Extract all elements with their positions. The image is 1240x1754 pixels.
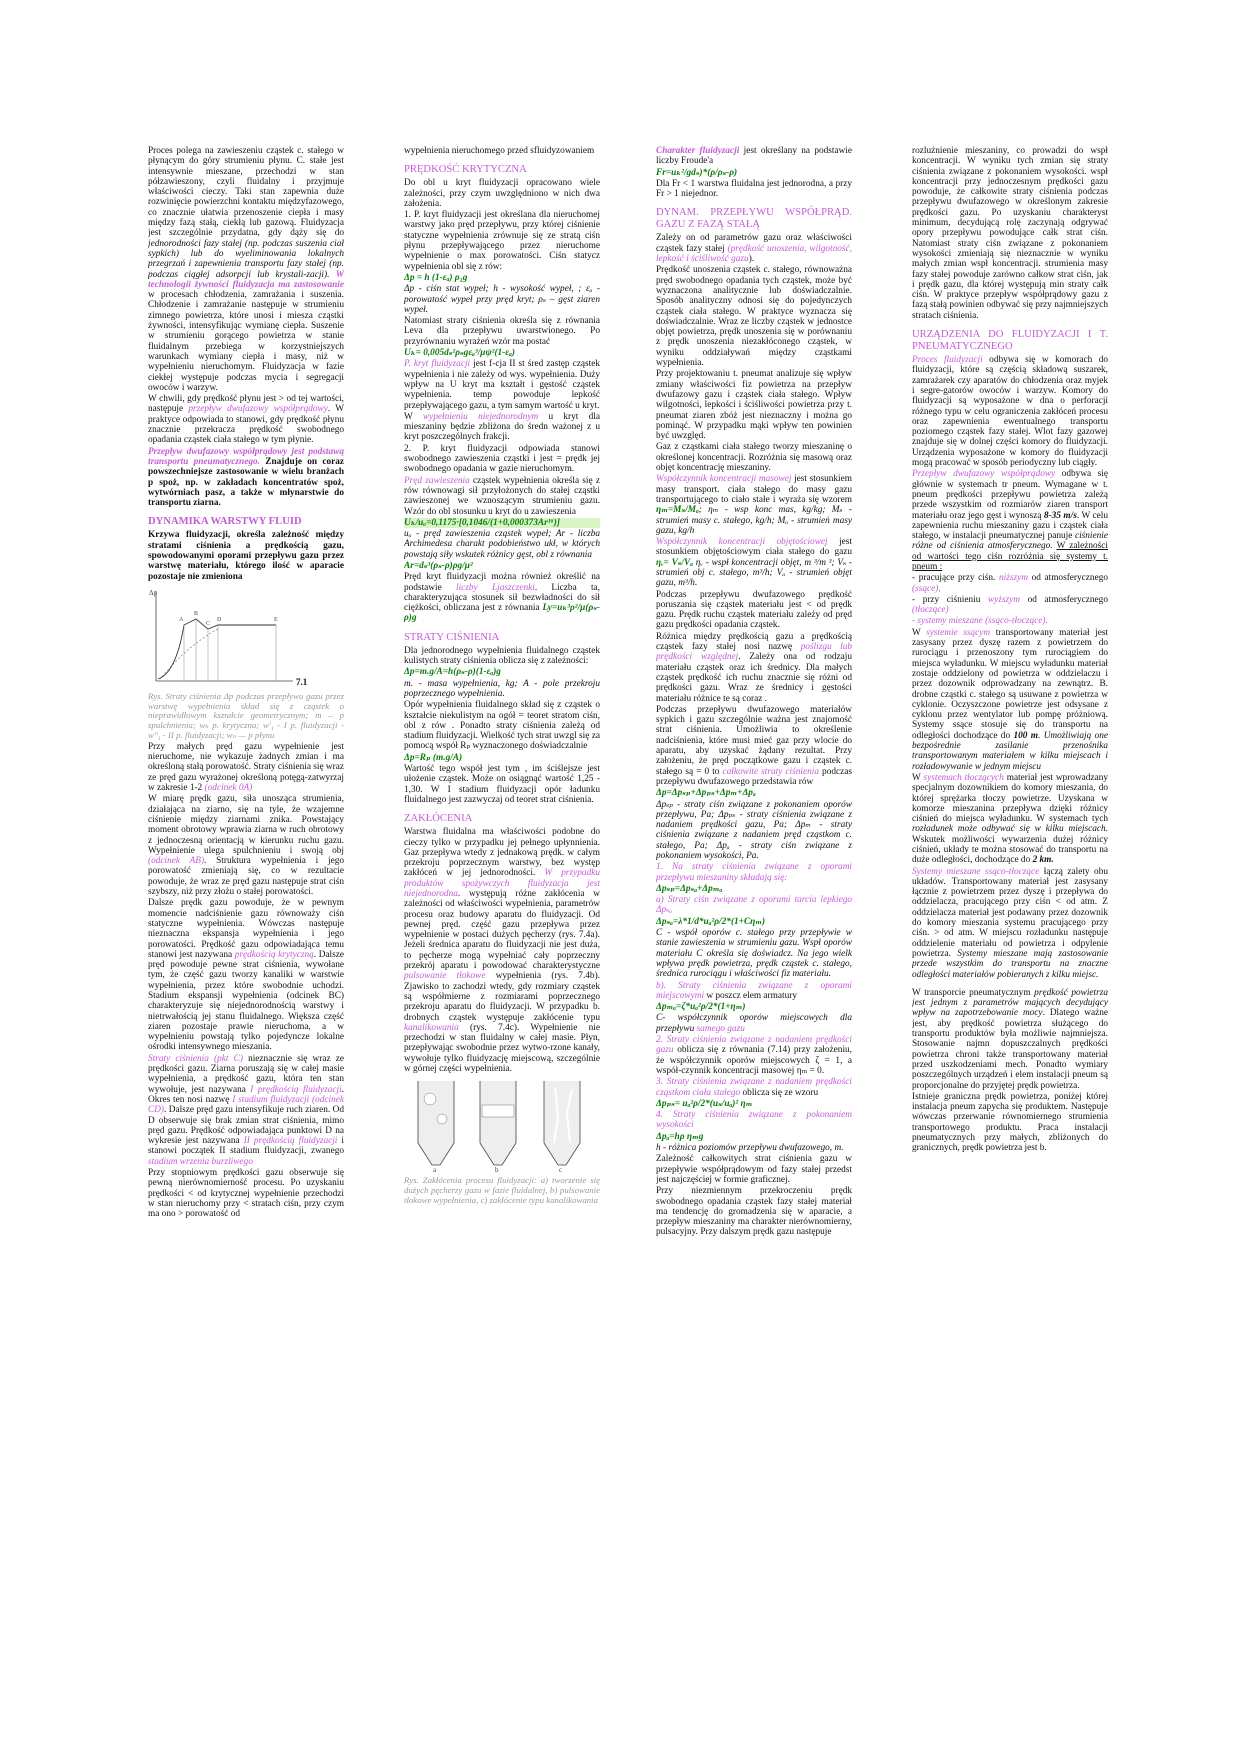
section-heading: URZĄDZENIA DO FLUIDYZACJI I T. PNEUMATYCZNEGO bbox=[912, 329, 1108, 353]
paragraph: Przy projektowaniu t. pneumat analizuje się wpływ zmiany właściwości fiz powietrza na przepływ dwufazowy gazu i cząstek ciała stałego. Wpływ wilgotności, lepkości i ściśliwości powietrza przy t. pneumat ziaren zbóż jest nieznaczny i można go pominąć. W przypadku mąki wpływ ten powinien być uwzględ. bbox=[656, 369, 852, 442]
section-heading: ZAKŁÓCENIA bbox=[404, 813, 473, 825]
fluidization-disturbances-figure bbox=[404, 1077, 600, 1173]
paragraph: Przy niezmiennym przekroczeniu prędk swobodnego opadania cząstek fazy stałej materiał ma tendencję do gromadzenia się w aparacie, a przepływ mieszaniny ma charakter nierównomierny, pulsacyjny. Przy dalszym prędk gazu następuje bbox=[656, 1186, 852, 1238]
figure-point-label: E bbox=[274, 616, 278, 623]
paragraph: Gaz z cząstkami ciała stałego tworzy mieszaninę o określonej koncentracji. Rozróżnia się masową oraz objęt koncentrację mieszaniny. bbox=[656, 442, 852, 474]
paragraph: Pręd kryt fluidyzacji można również określić na podstawie liczby Ljaszczenki. Liczba ta, charakteryzująca stosunek sił bezwładności do sił ciężkości, obliczana jest z równania Ly=uₖ³ρ²/μ(ρₛ-ρ)g bbox=[404, 572, 600, 624]
paragraph: 1. Na straty ciśnienia związane z oporami przepływu mieszaniny składają się: bbox=[656, 862, 852, 883]
paragraph: Współczynnik koncentracji objętościowej jest stosunkiem objętościowym ciała stałego do gazu ηᵥ= Vₛ/Vₐ ηᵥ - wspł koncentracji objęt, m ³/m ³; Vₛ - strumień obj c. stałego, m³/h; Vₐ - strumień objęt gazu, m³/h. bbox=[656, 537, 852, 589]
paragraph: Krzywa fluidyzacji, określa zależność między stratami ciśnienia a prędkością gazu, spowodowanymi oporami przepływu gazu przez warstwę materiału, którego ilość w aparacie pozostaje nie zmieniona bbox=[148, 530, 344, 582]
paragraph: Istnieje graniczna prędk powietrza, poniżej której instalacja pneum zapycha się produktem. Następuje wówczas przerwanie równomiernego strumienia transportowego produktu. Praca instalacji pneumatycznych przy małych, zbliżonych do granicznych, prędk powietrza jest b. bbox=[912, 1091, 1108, 1154]
formula: Δp=m.g/A=h(ρₛ-ρ)(1-εₐ)g bbox=[404, 667, 501, 678]
formula: Δp = h (1-εₐ) ρ₁g bbox=[404, 272, 468, 283]
paragraph: 3. Straty ciśnienia związane z nadaniem prędkości cząstkom ciała stałego oblicza się ze wzoru bbox=[656, 1077, 852, 1098]
paragraph: Δpₛₚ - straty ciśn związane z pokonaniem oporów przepływu, Pa; Δpₚₛ - straty ciśnienia związane z nadaniem prędkości gazu, Pa; Δpₘ - straty ciśnienia związane z nadaniem pręd cząstkom c. stałego, Pa; Δpₐ - straty ciśn związane z pokonaniem wysokości, Pa. bbox=[656, 799, 852, 861]
paragraph: Dalsze prędk gazu powoduje, że w pewnym momencie nadciśnienie gazu równoważy ciśn statyczne wypełnienia. Wówczas następuje nieznaczna ekspansja wypełnienia i jego porowatości. Prędkość gazu odpowiadająca temu stanowi jest nazywana prędkością krytyczną. Dalsze pręd powoduje pewne strat ciśnienia, wywołane tym, że część gazu tworzy kanaliki w warstwie wypełnienia, przez które swobodnie uchodzi. Stadium ekspansji wypełnienia (odcinek BC) charakteryzuje się niejednorodnością warstwy i nietrwałością jej stanu fluidalnego. Większa część ziaren pozostaje prawie nieruchoma, a w wypełnieniu powstają tylko pojedyncze lokalne ośrodki intensywnego mieszania. bbox=[148, 898, 344, 1053]
paragraph: Przy stopniowym prędkości gazu obserwuje się pewną nierównomierność procesu. Po uzyskaniu prędkości < od krytycznej wypełnienie przechodzi w stan nieruchomy przy < stratach ciśn, przy czym ma ono > porowatość od bbox=[148, 1168, 344, 1220]
paragraph: W systemie ssącym transportowany materiał jest zasysany przez dyszę razem z powietrzem do rurociągu i przenoszony tym rurociągiem do miejsca wyładunku. W miejscu wyładunku materiał zostaje oddzielony od powietrza w oddzielaczu i przez dozownik odprowadzany na zewnątrz. B. drobne cząstki c. stałego są usuwane z powietrza w cyklonie. Oczyszczone powietrze jest odsysane z cyklonu przez wentylator lub pompę próżniową. Systemy ssące stosuje się do transportu na odległości dochodzące do 100 m. Umożliwiają one bezpośrednie zasilanie przenośnika transportowanym materiałem w kilku miejscach i rozładowywanie w jednym miejscu bbox=[912, 627, 1108, 772]
paragraph: Podczas przepływu dwufazowego prędkość poruszania się cząstek materiału jest < od prędk gazu. Prędk ruchu cząstek materiału zależy od pręd gazu prędkości opadania cząstek. bbox=[656, 589, 852, 631]
paragraph: Przy małych pręd gazu wypełnienie jest nieruchome, nie wykazuje żadnych zmian i ma określoną stałą porowatość. Straty ciśnienia się wraz ze pręd gazu wyrażonej określoną potęgą-zatwyrzaj w zakresie 1-2 (odcinek 0A) bbox=[148, 741, 344, 794]
column-3 bbox=[656, 146, 852, 1736]
formula: Δp=Rₚ (m.g/A) bbox=[404, 752, 463, 763]
paragraph: Δp - ciśn stat wypeł; h - wysokość wypeł, ; εₐ - porowatość wypeł przy pręd kryt; ρₛ – gęst ziaren wypeł. bbox=[404, 284, 600, 315]
paragraph: Dla Fr < 1 warstwa fluidalna jest jednorodna, a przy Fr > 1 niejednor. bbox=[656, 178, 852, 200]
figure-panel-label: a bbox=[433, 1166, 437, 1174]
paragraph: 4. Straty ciśnienia związane z pokonaniem wysokości bbox=[656, 1110, 852, 1131]
paragraph: Do obl u kryt fluidyzacji opracowano wiele zależności, przy czym uwzględniono w nich dwa założenia. bbox=[404, 178, 600, 209]
formula: Δpₐ=hρ ηₘg bbox=[656, 1131, 704, 1142]
section-heading: DYNAMIKA WARSTWY FLUID bbox=[148, 516, 302, 528]
paragraph: Opór wypełnienia fluidalnego skład się z cząstek o kształcie niekulistym na ogół = teoret stratom ciśn, obl z rów . Ponadto straty ciśnienia zależą od stadium fluidyzacji. Wielkość tych strat uwzgl się za pomocą współ Rₚ wyznaczonego doświadczalnie bbox=[404, 700, 600, 752]
paragraph: Przepływ dwufazowy współprądowy odbywa się głównie w systemach tr pneum. Wymagane w t. pneum prędkości przepływu powietrza zależą przede wszystkim od rozmiarów ziaren transport materiału oraz jego gęst i wynoszą 8-35 m/s. W celu zapewnienia ruchu mieszaniny gazu i cząstek ciała stałego, w instalacji pneumatycznej panuje ciśnienie różne od ciśnienia atmosferycznego. W zależności od wartości tego ciśn rozróżnia się systemy t. pneum : bbox=[912, 469, 1108, 572]
formula: Δpₛₐ=λ*1/d*uₐ²ρ/2*(1+Cηₘ) bbox=[656, 916, 766, 927]
column-4 bbox=[912, 146, 1108, 1736]
list-item: - systemy mieszane (ssąco-tłoczące). bbox=[912, 616, 1048, 627]
paragraph: Warstwa fluidalna ma właściwości podobne do cieczy tylko w przypadku jej pełnego upłynnienia. Gaz przepływa wtedy z jednakową prędk. w całym przekroju poprzecznym warstwy, bez występ zakłóceń w jej jednorodności. W przypadku produktów spożywczych fluidyzacja jest niejednorodna. występują różne zakłócenia w zależności od właściwości wypełnienia, parametrów procesu oraz budowy aparatu do fluidyzacji. Od pewnej pręd. część gazu przepływa przez wypełnienie w postaci dużych pęcherzy (rys. 7.4a). Jeżeli średnica aparatu do fluidyzacji nie jest duża, to pęcherze mogą wypełniać cały poprzeczny przekrój aparatu i powodować charakterystyczne pulsowanie tłokowe wypełnienia (rys. 7.4b). Zjawisko to zachodzi wtedy, gdy rozmiary cząstek są współmierne z rozmiarami poprzecznego przekroju aparatu do fluidyzacji. W przypadku b. drobnych cząstek występuje zakłócenie typu kanalikowania (rys. 7.4c). Wypełnienie nie przechodzi w stan fluidalny w całej masie. Płyn, przepływając swobodnie przez wytwo-rzone kanały, wywołuje tylko fluidyzację miejscową, szczególnie w górnej części wypełnienia. bbox=[404, 827, 600, 1075]
formula: Δp=Δpₛₚ+Δpₚₛ+Δpₘ+Δpₐ bbox=[656, 788, 756, 799]
formula: Δpₘₐ=ζ*uₐ²ρ/2*(1+ηₘ) bbox=[656, 1002, 746, 1013]
paragraph: 1. P. kryt fluidyzacji jest określana dla nieruchomej warstwy jako pręd przepływu, przy której ciśnienie statyczne wypełnienia zrównuje się ze stratą ciśn płynu przepływającego przez nieruchome wypełnienie o max porowatości. Ciśn statycz wypełnienia obl się z rów: bbox=[404, 210, 600, 272]
paragraph: Charakter fluidyzacji jest określany na podstawie liczby Froude'a bbox=[656, 146, 852, 167]
paragraph: W transporcie pneumatycznym prędkość powietrza jest jednym z parametrów mających decydujący wpływ na zapotrzebowanie mocy. Dlatego ważne jest, aby prędkość powietrza służącego do transportu produktów była możliwie najmniejsza. Stosowanie najmn dopuszczalnych prędkości powietrza chroni także transportowany materiał przed uszkodzeniami mech. Ponadto wymiary poszczególnych urządzeń i elem instalacji pneum są proporcjonalne do przyjętej prędk powietrza. bbox=[912, 987, 1108, 1091]
column-2 bbox=[404, 146, 600, 1736]
figure-point-label: B bbox=[194, 610, 199, 617]
paragraph: 2. Straty ciśnienia związane z nadaniem prędkości gazu oblicza się z równania (7.14) przy założeniu, że współczynnik oporów miejscowych ζ = 1, a współ-czynnik koncentracji masowej ηₘ = 0. bbox=[656, 1035, 852, 1076]
paragraph: Podczas przepływu dwufazowego materiałów sypkich i gazu szczególnie ważna jest znajomość strat ciśnienia. Umożliwia to określenie nadciśnienia, które musi mieć gaz przy wlocie do aparatu, aby uzyskać żądany rezultat. Przy założeniu, że pręd początkowe gazu i cząstek c. stałego są = 0 to całkowite straty ciśnienia podczas przepływu dwufazowego przedstawia rów bbox=[656, 704, 852, 787]
paragraph: Dla jednorodnego wypełnienia fluidalnego cząstek kulistych straty ciśnienia oblicza się z zależności: bbox=[404, 645, 600, 667]
paragraph: Zależność całkowitych strat ciśnienia gazu w przepływie współprądowym od fazy stałej przedst jest najczęściej w formie graficznej. bbox=[656, 1154, 852, 1185]
column-1 bbox=[148, 146, 344, 1736]
formula: Δpₛₚ=Δpₛₐ+Δpₘₐ bbox=[656, 883, 723, 894]
figure-point-label: A bbox=[179, 616, 184, 623]
paragraph: wypełnienia nieruchomego przed sfluidyzowaniem bbox=[404, 146, 595, 156]
paragraph: W chwili, gdy prędkość płynu jest > od tej wartości, następuje przepływ dwufazowy współprądowy. W praktyce odpowiada to stanowi, gdy prędkość płynu znacznie przekracza prędkość swobodnego opadania cząstek ciała stałego w tym płynie. bbox=[148, 394, 344, 446]
formula: Δpₚₛ= uₐ²ρ/2*(uₛ/uₐ)² ηₘ bbox=[656, 1098, 753, 1109]
paragraph: Proces polega na zawieszeniu cząstek c. stałego w płynącym do góry strumieniu płynu. C. stałe jest intensywnie mieszane, przechodzi w stan półzawieszony, czyli fluidalny i przyjmuje właściwości cieczy. Taki stan zapewnia duże rozwinięcie powierzchni kontaktu międzyfazowego, co znacznie ułatwia przenoszenie ciepła i masy między fazą stałą, ciekłą lub gazową. Fluidyzacja jest szczególnie przydatna, gdy dąży się do jednorodności fazy stałej (np. podczas suszenia ciał sypkich) lub do wyeliminowania lokalnych przegrzań i zapewnienia transportu fazy stałej (np. podczas ciągłej adsorpcji lub krystali-zacji). W technologii żywności fluidyzacja ma zastosowanie w procesach chłodzenia, zamrażania i suszenia. Chłodzenie i zamrażanie następuje w strumieniu zimnego powietrza, które unosi i miesza cząstki żywności, intensyfikując wymianę ciepła. Suszenie w strumieniu gorącego powietrza w stanie fluidalnym przebiega w korzystniejszych warunkach wymiany ciepła i masy, niż w wypełnieniu nieruchomym. Fluidyzacja w fazie ciekłej występuje podczas mycia i segregacji owoców i warzyw. bbox=[148, 146, 344, 393]
paragraph: C - współ oporów c. stałego przy przepływie w stanie zawieszenia w strumieniu gazu. Wspł oporów materiału C określa się doświadcz. Na jego wielk wpływa prędk powietrza, prędk cząstek c. stałego, średnica rurociągu i właściwości fiz materiału. bbox=[656, 928, 852, 980]
formula: Ar=dₛ³(ρₛ-ρ)ρg/μ² bbox=[404, 560, 473, 571]
paragraph: W miarę prędk gazu, siła unosząca strumienia, działająca na ziarno, się na tyle, że wzajemne ciśnienie między ziarnami znika. Powstający moment obrotowy wprawia ziarna w ruch obrotowy z jednoczesną orientacją w kierunku ruchu gazu. Wypełnienie ulega spulchnieniu i swoją obj (odcinek AB). Struktura wypełnienia i jego porowatość zmieniają się, co w rezultacie powoduje, że wraz ze pręd gazu następuje strat ciśn szybszy, niż przy złożu o stałej porowatości. bbox=[148, 794, 344, 898]
formula: Fr=uₖ²/gdₛ)*(ρ/ρₛ-ρ) bbox=[656, 167, 738, 178]
paragraph: h - różnica poziomów przepływu dwufazowego, m. bbox=[656, 1143, 844, 1154]
paragraph: Różnica między prędkością gazu a prędkością cząstek fazy stałej nosi nazwę poślizgu lub prędkości względnej. Zależy ona od rodzaju materiału cząstek oraz ich średnicy. Dla małych cząstek prędkość ich ruchu znacznie się różni od prędkości gazu. Wraz ze średnicy i gęstości materiału różnice te są coraz . bbox=[656, 631, 852, 704]
paragraph: b). Straty ciśnienia związane z oporami miejscowymi w poszcz elem armatury bbox=[656, 980, 852, 1001]
section-heading: STRATY CIŚNIENIA bbox=[404, 631, 500, 643]
figure-panel-label: c bbox=[559, 1166, 563, 1174]
formula: Uₖ/uₒ=0,1175·[0,1046/(1+0,000373Ar¹⁶)] bbox=[404, 518, 600, 528]
section-heading: DYNAM. PRZEPŁYWU WSPÓŁPRĄD. GAZU Z FAZĄ STAŁĄ bbox=[656, 207, 852, 231]
paragraph: Przepływ dwufazowy współprądowy jest podstawą transportu pneumatycznego. Znajduje on coraz powszechniejsze zastosowanie w wielu branżach p spoż, np. w zakładach koncentratów spoż, wytwórniach pasz, a także w młynarstwie do transportu ziarna. bbox=[148, 446, 344, 509]
figure-number: 7.1 bbox=[296, 676, 308, 687]
section-heading: PRĘDKOŚĆ KRYTYCZNA bbox=[404, 164, 527, 176]
paragraph: C- współczynnik oporów miejscowych dla przepływu samego gazu bbox=[656, 1013, 852, 1034]
paragraph: Proces fluidyzacji odbywa się w komorach do fluidyzacji, które są częścią składową suszarek, zamrażarek czy aparatów do chłodzenia oraz myjek i segre-gatorów owoców i warzyw. Komory do fluidyzacji są wyposażone w dna o perforacji różnego typu w celu ograniczenia zakłóceń procesu oraz zapewnienia ewentualnego transportu poziomego cząstek fazy stałej. Wlot fazy gazowej znajduje się w dolnej części komory do fluidyzacji. Urządzenia wyposażone w komory do fluidyzacji mogą pracować w sposób periodyczny lub ciągły. bbox=[912, 355, 1108, 469]
list-item: - pracujące przy ciśn. niższym od atmosferycznego (ssące), bbox=[912, 573, 1108, 594]
formula: Uₖ= 0,005dₛ²ρₛgεₐ³/μψ²(1-εₐ) bbox=[404, 348, 515, 359]
paragraph: rozluźnienie mieszaniny, co prowadzi do wspł koncentracji. W wyniku tych zmian się straty ciśnienia związane z pokonaniem wysokości. wspł koncentracji przy jednoczesnym prędkości gazu powoduje, że całkowite straty ciśnienia podczas przepływu dwufazowego w określonym zakresie prędkości gazu. Po uzyskaniu charakteryst minimum, decydującą rolę zaczynają odgrywać opory przepływu powodujące całk strat ciśn. Natomiast straty ciśn związane z pokonaniem wysokości zmieniają się nieznacznie w wyniku małych zmian wspł koncentracji. strumienia masy fazy stałej powoduje zarówno całkow strat ciśn, jak i prędk gazu, dla której występują min straty całk ciśn. W praktyce przepływ współprądowy gazu z fazą stałą powinien odbywać się przy najmniejszych stratach ciśnienia. bbox=[912, 146, 1108, 321]
figure-point-label: C bbox=[206, 620, 211, 627]
list-item: - przy ciśnieniu wyższym od atmosferycznego (tłoczące) bbox=[912, 594, 1108, 616]
figure-panel-label: b bbox=[495, 1166, 499, 1174]
figure-point-label: D bbox=[217, 616, 222, 623]
fluidization-curve-figure bbox=[148, 585, 344, 689]
paragraph: Pręd zawieszenia cząstek wypełnienia określa się z rów równowagi sił przyłożonych do stałej cząstki zawieszonej we wznoszącym strumieniu gazu. Wzór do obl stosunku u kryt do u zawieszenia bbox=[404, 475, 600, 517]
paragraph: P. kryt fluidyzacji jest f-cja II st śred zastęp cząstek wypełnienia i nie zależy od wys. wypełnienia. Duży wpływ na U kryt ma kształt i gęstość cząstek wypełnienia. temp powoduje lepkość przepływającego gazu, a tym samym wartość u kryt. bbox=[404, 359, 600, 411]
paragraph: Wartość tego współ jest tym , im ściślejsze jest ułożenie cząstek. Może on osiągnąć wartość 1,25 - 1,30. W I stadium fluidyzacji opór ładunku fluidalnego jest zazwyczaj od teoret strat ciśnienia. bbox=[404, 764, 600, 805]
paragraph: Współczynnik koncentracji masowej jest stosunkiem masy transport. ciała stałego do masy gazu transportującego to ciało stałe i wyraża się wzorem ηₘ=Mₛ/Mₐ; ηₘ - wsp konc mas, kg/kg; Mₛ - strumień masy c. stałego, kg/h; Mₐ - strumień masy gazu, kg/h bbox=[656, 474, 852, 536]
paragraph: 2. P. kryt fluidyzacji odpowiada stanowi swobodnego zawieszenia cząstki i jest = prędk jej swobodnego opadania w gazie nieruchomym. bbox=[404, 443, 600, 475]
figure-caption: Rys. Straty ciśnienia Δp podczas przepływu gazu przez warstwę wypełnienia skład się z cząstek o nieprawidłowym kształcie geometrycznym; m – p spulchnienia; wₖ p. krytyczna; w'₁ - I p. fluidyzacji - w''₁ - II p. fluidyzacji; wₙ — p płynu bbox=[148, 690, 344, 741]
paragraph: Zależy on od parametrów gazu oraz właściwości cząstek fazy stałej (prędkość unoszenia, wilgotność, lepkość i ściśliwość gazu). bbox=[656, 233, 852, 265]
paragraph: Prędkość unoszenia cząstek c. stałego, równoważna pręd swobodnego opadania tych cząstek, może być wyznaczona analitycznie lub doświadczalnie. Sposób analityczny odnosi się do pojedynczych cząstek ciała stałego. W praktyce wyznacza się doświadczalnie. Wraz ze liczby cząstek w jednostce objęt powietrza, prędk unoszenia się w porównaniu z prędk unoszenia niezakłóconego cząstek, w wyniku oddziaływań między cząstkami wypełnienia. bbox=[656, 265, 852, 369]
paragraph: Natomiast straty ciśnienia określa się z równania Leva dla przepływu uwarstwionego. Po przyrównaniu wyrażeń wzór ma postać bbox=[404, 316, 600, 347]
paragraph: W wypełnieniu niejednorodnym u kryt dla mieszaniny będzie zbliżona do średn ważonej z u kryt poszczególnych frakcji. bbox=[404, 411, 600, 443]
paragraph: uₒ - pręd zawieszenia cząstek wypeł; Ar - liczba Archimedesa charakt podobieństwo ukł, w których powstają siły wskutek różnicy gęst, obl z równania bbox=[404, 529, 600, 560]
figure-axis-label: Δp bbox=[149, 588, 158, 597]
paragraph: W systemach tłoczących materiał jest wprowadzany specjalnym dozownikiem do komory mieszania, do której sprężarka tłoczy powietrze. Uzyskana w komorze mieszanina przepływa dzięki różnicy ciśnień do miejsca wyładunku. W systemach tych rozładunek może odbywać się w kilku miejscach. Wskutek możliwości wywarzenia dużej różnicy ciśnień, układy te można stosować do transportu na duże odległości, dochodzące do 2 km. bbox=[912, 772, 1108, 866]
paragraph: a) Straty ciśn związane z oporami tarcia lepkiego Δpₛₐ bbox=[656, 895, 852, 916]
paragraph: Straty ciśnienia (pkt C) nieznacznie się wraz ze prędkości gazu. Ziarna poruszają się w całej masie wypełnienia, a prędkość gazu, która ten stan wywołuje, jest nazywana I prędkością fluidyzacji. Okres ten nosi nazwę I stadium fluidyzacji (odcinek CD). Dalsze pręd gazu intensyfikuje ruch ziaren. Od D obserwuje się brak zmian strat ciśnienia, mimo pręd gazu. Prędkość odpowiadająca punktowi D na wykresie jest nazywana II prędkością fluidyzacji i stanowi początek II stadium fluidyzacji, zwanego stadium wrzenia burzliwego bbox=[148, 1053, 344, 1167]
paragraph: Systemy mieszane ssąco-tłoczące łączą zalety obu układów. Transportowany materiał jest zasysany łącznie z powietrzem przez dyszę i przepływa do oddzielacza, pracującego przy ciśn < od atm. Z oddzielacza materiał jest podawany przez dozownik do komory mieszania systemu pracującego przy ciśn. > od atm. W miejscu rozładunku następuje oddzielenie materiału od powietrza i odpylenie powietrza. Systemy mieszane mają zastosowanie przede wszystkim do transportu na znaczne odległości materiałów pobieranych z kilku miejsc. bbox=[912, 866, 1108, 980]
figure-caption: Rys. Zakłócenia procesu fluidyzacji: a) tworzenie się dużych pęcherzy gazu w fazie fluidalnej, b) pulsowanie tłokowe wypełnienia, c) zakłócenie typu kanalikowania bbox=[404, 1175, 600, 1205]
paragraph: m. - masa wypełnienia, kg; A - pole przekroju poprzecznego wypełnienia. bbox=[404, 678, 600, 699]
